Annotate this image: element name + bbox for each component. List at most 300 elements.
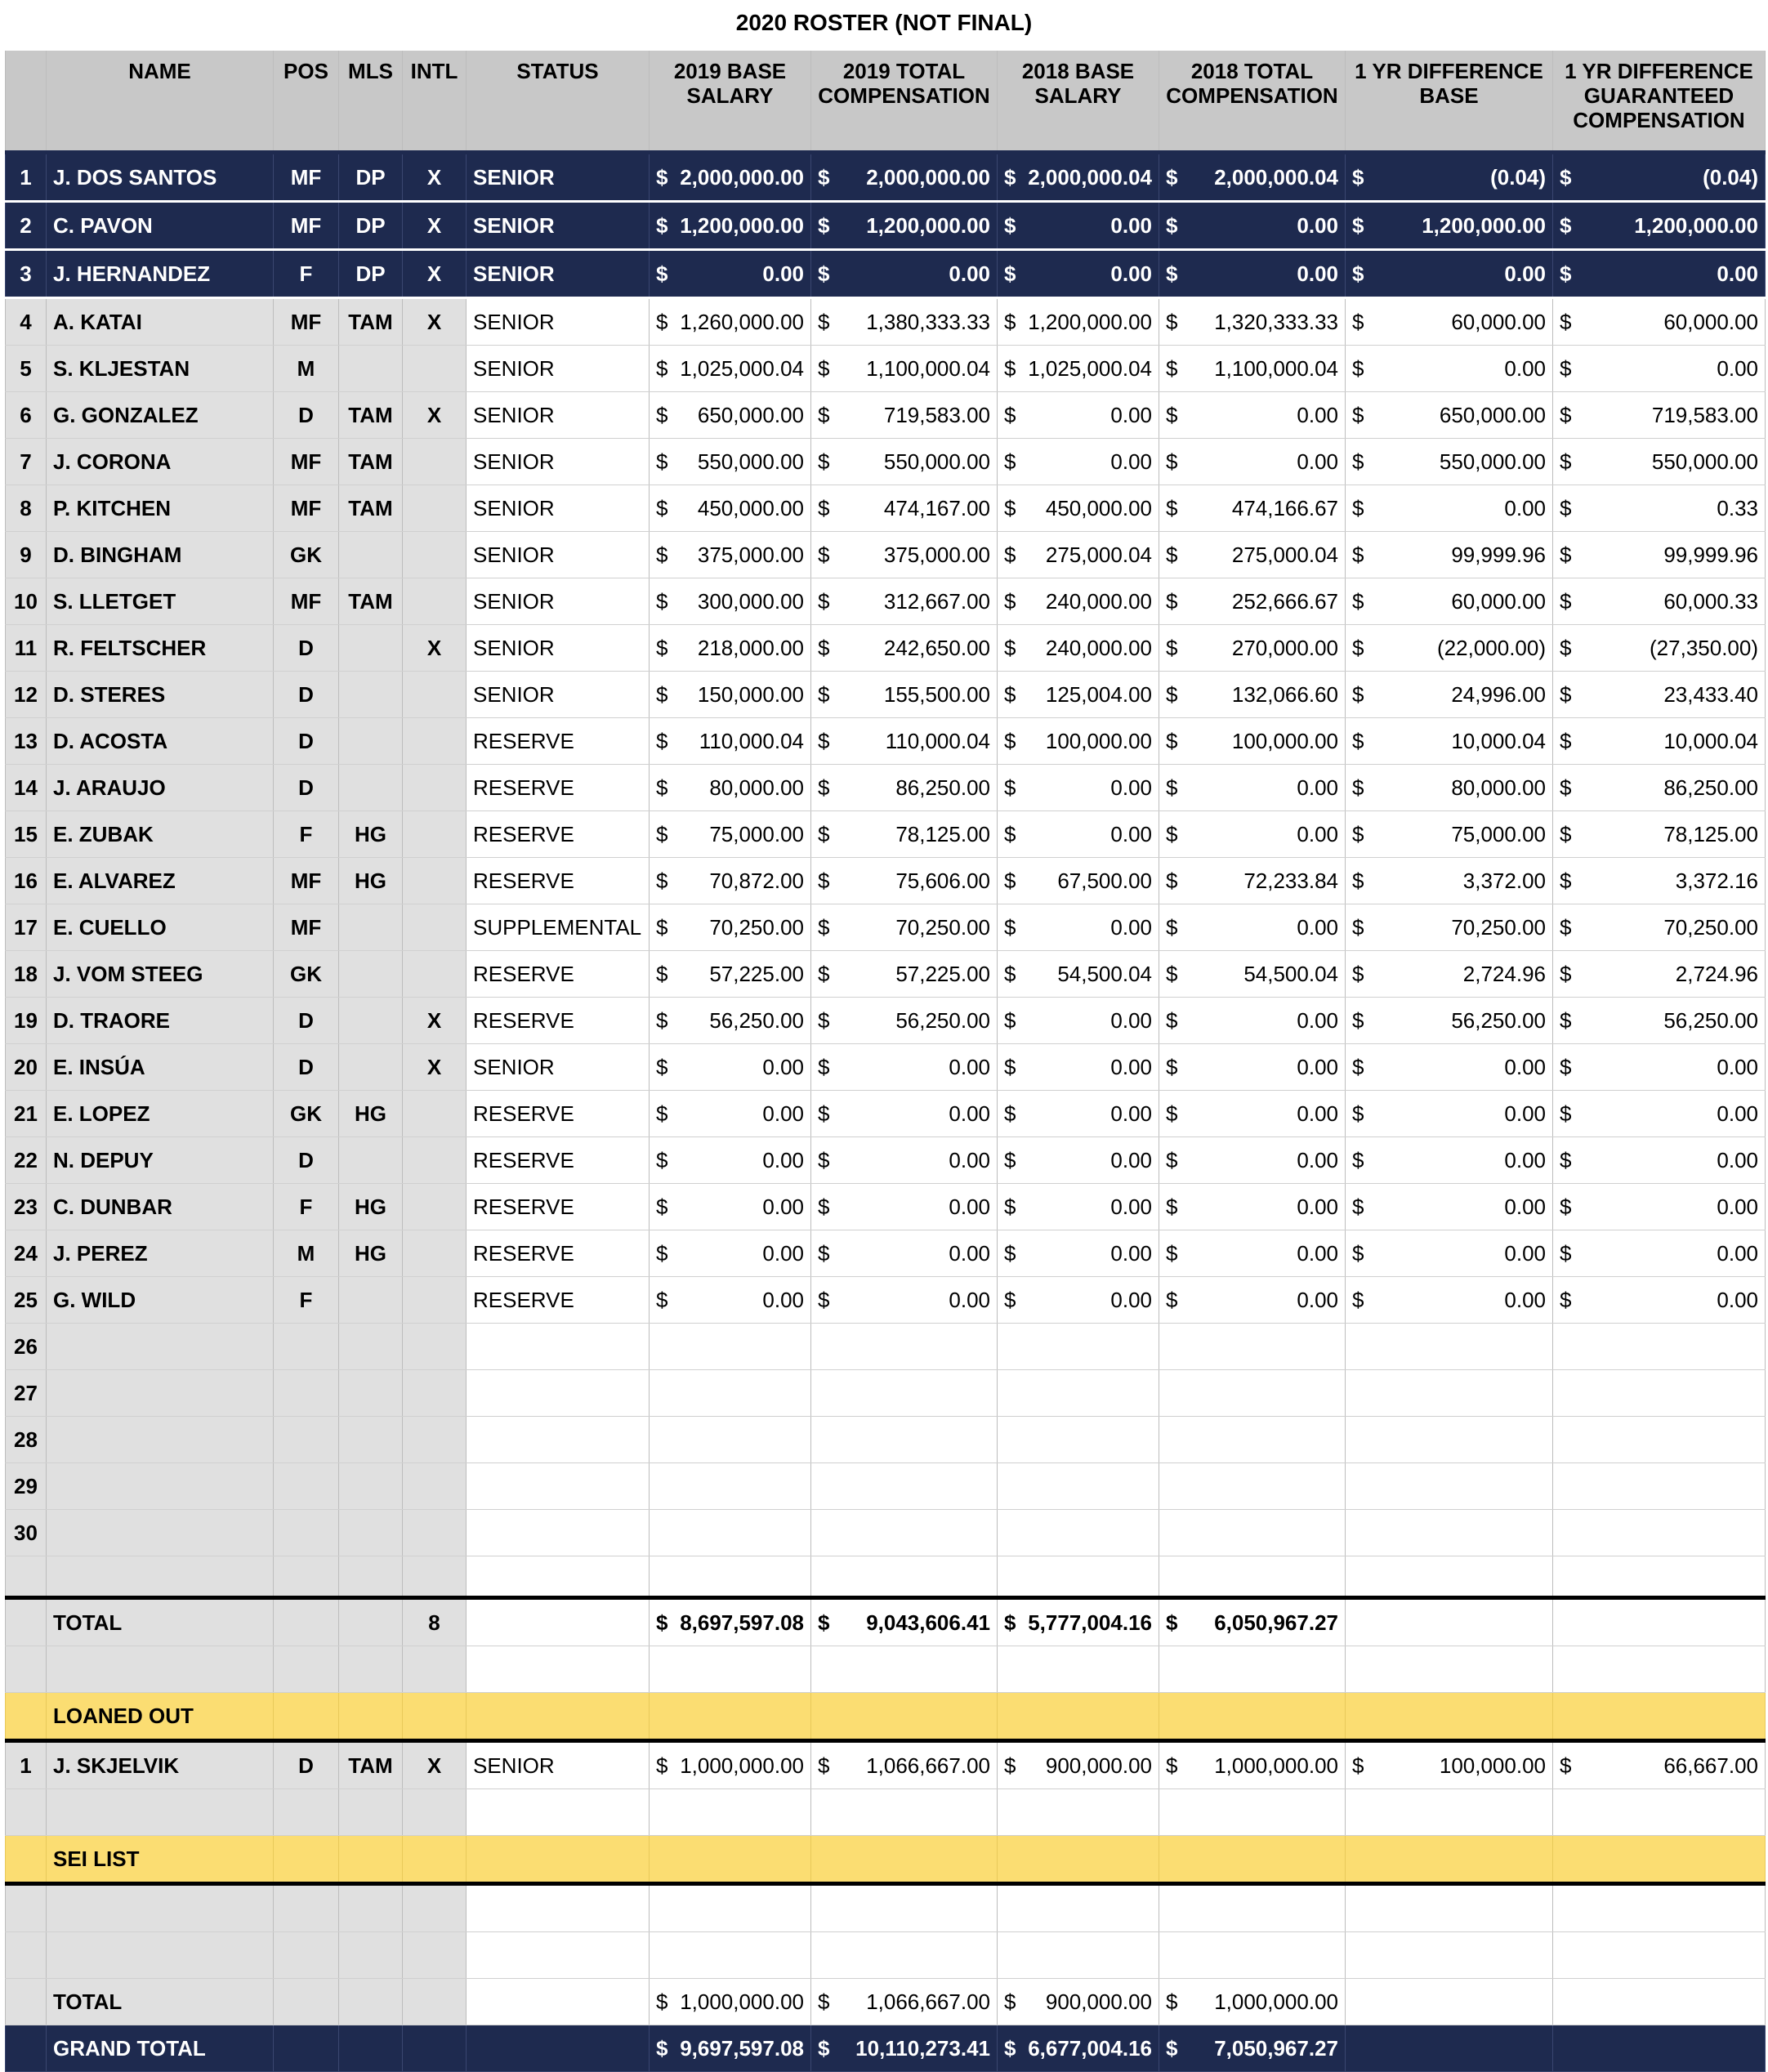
currency-symbol: $ (656, 868, 668, 893)
table-row (6, 718, 1766, 765)
total-comp-2019 (811, 439, 998, 485)
position: MF (274, 858, 339, 904)
table-row (6, 1091, 1766, 1137)
position: M (274, 346, 339, 392)
total-base-2018 (998, 1598, 1159, 1646)
total-comp-2019 (811, 811, 998, 858)
table-row (6, 439, 1766, 485)
mls-designation (339, 1324, 403, 1370)
position: MF (274, 485, 339, 532)
row-number: 27 (6, 1370, 47, 1417)
table-row (6, 1137, 1766, 1184)
position: D (274, 1044, 339, 1091)
mls-designation (339, 346, 403, 392)
amount: 110,000.04 (885, 728, 990, 753)
currency-symbol: $ (656, 681, 668, 707)
roster-status: RESERVE (467, 1277, 650, 1324)
row-number: 5 (6, 346, 47, 392)
position (274, 1324, 339, 1370)
diff-base (1346, 765, 1553, 811)
mls-designation (339, 998, 403, 1044)
international-flag (403, 1137, 467, 1184)
base-salary-2018 (998, 1091, 1159, 1137)
international-flag (403, 1884, 467, 1932)
international-flag (403, 1417, 467, 1463)
mls-designation (339, 1277, 403, 1324)
currency-symbol: $ (1004, 2035, 1016, 2061)
amount: 0.00 (1504, 1054, 1546, 1079)
currency-symbol: $ (1004, 1989, 1016, 2014)
row-number: 9 (6, 532, 47, 578)
base-salary-2019 (650, 1091, 811, 1137)
sei-list-header (6, 1836, 1766, 1884)
roster-status: SENIOR (467, 298, 650, 346)
currency-symbol: $ (1004, 542, 1016, 567)
currency-symbol: $ (818, 542, 830, 567)
empty-cell (1159, 1646, 1346, 1693)
currency-symbol: $ (1166, 495, 1178, 520)
amount: 240,000.00 (1045, 588, 1152, 614)
total-comp-2018 (1159, 672, 1346, 718)
amount: 80,000.00 (1451, 775, 1546, 800)
empty-cell (811, 1884, 998, 1932)
diff-guaranteed (1553, 298, 1766, 346)
amount: 0.00 (949, 1147, 990, 1172)
amount: 1,100,000.04 (866, 355, 990, 381)
currency-symbol: $ (818, 495, 830, 520)
roster-status: RESERVE (467, 811, 650, 858)
empty-cell (1553, 1884, 1766, 1932)
currency-symbol: $ (1352, 212, 1364, 238)
international-count (403, 1979, 467, 2025)
amount: 70,872.00 (709, 868, 804, 893)
empty-cell (274, 1693, 339, 1741)
currency-symbol: $ (656, 914, 668, 940)
empty-cell (1346, 1646, 1553, 1693)
roster-status: SENIOR (467, 532, 650, 578)
column-header: 1 YR DIFFERENCE BASE (1346, 51, 1553, 153)
row-number (6, 1598, 47, 1646)
currency-symbol: $ (1352, 402, 1364, 427)
player-name (47, 1932, 274, 1979)
amount: 3,372.16 (1675, 868, 1758, 893)
empty-cell (1553, 1979, 1766, 2025)
table-row (6, 1230, 1766, 1277)
total-comp-2019 (811, 1277, 998, 1324)
position (274, 1979, 339, 2025)
amount: 0.00 (1297, 1054, 1338, 1079)
empty-cell (1553, 1932, 1766, 1979)
amount: 0.00 (1110, 212, 1152, 238)
amount: 99,999.96 (1663, 542, 1758, 567)
row-number: 19 (6, 998, 47, 1044)
total-comp-2019 (811, 298, 998, 346)
currency-symbol: $ (1166, 821, 1178, 846)
total-comp-2019 (811, 1230, 998, 1277)
position (274, 1417, 339, 1463)
currency-symbol: $ (656, 1194, 668, 1219)
column-header (6, 51, 47, 153)
total-row (6, 1598, 1766, 1646)
column-header: 2019 BASE SALARY (650, 51, 811, 153)
currency-symbol: $ (818, 821, 830, 846)
amount: 1,066,667.00 (866, 1753, 990, 1778)
row-number: 18 (6, 951, 47, 998)
currency-symbol: $ (656, 261, 668, 286)
empty-cell (650, 1884, 811, 1932)
empty-cell (811, 1510, 998, 1556)
mls-designation: TAM (339, 485, 403, 532)
amount: 550,000.00 (697, 449, 804, 474)
roster-status: SENIOR (467, 346, 650, 392)
base-salary-2018 (998, 485, 1159, 532)
amount: 0.00 (762, 1240, 804, 1266)
currency-symbol: $ (1560, 212, 1572, 238)
currency-symbol: $ (1166, 1753, 1178, 1778)
total-comp-2018 (1159, 153, 1346, 202)
empty-cell (467, 1693, 650, 1741)
diff-guaranteed (1553, 1184, 1766, 1230)
roster-status: RESERVE (467, 951, 650, 998)
international-flag: X (403, 298, 467, 346)
total-comp-2018 (1159, 298, 1346, 346)
amount: 1,000,000.00 (680, 1753, 804, 1778)
total-comp-2018 (1159, 578, 1346, 625)
mls-designation (339, 718, 403, 765)
total-comp-2018 (1159, 2025, 1346, 2072)
amount: 1,260,000.00 (680, 309, 804, 334)
amount: 650,000.00 (1439, 402, 1546, 427)
base-salary-2018 (998, 346, 1159, 392)
amount: 0.00 (762, 1054, 804, 1079)
amount: 2,000,000.04 (1028, 164, 1152, 190)
amount: 1,000,000.00 (1214, 1753, 1338, 1778)
empty-cell (650, 1556, 811, 1598)
row-number: 23 (6, 1184, 47, 1230)
mls-designation (339, 1979, 403, 2025)
base-salary-2018 (998, 153, 1159, 202)
currency-symbol: $ (1166, 402, 1178, 427)
amount: 110,000.04 (699, 728, 804, 753)
base-salary-2019 (650, 718, 811, 765)
empty-cell (998, 1693, 1159, 1741)
total-comp-2018 (1159, 202, 1346, 250)
amount: 0.00 (1504, 261, 1546, 286)
amount: 240,000.00 (1045, 635, 1152, 660)
base-salary-2018 (998, 439, 1159, 485)
amount: 474,167.00 (883, 495, 990, 520)
amount: 10,000.04 (1451, 728, 1546, 753)
loaned-out-header (6, 1693, 1766, 1741)
position (274, 1463, 339, 1510)
diff-guaranteed (1553, 1277, 1766, 1324)
empty-cell (650, 1417, 811, 1463)
amount: (22,000.00) (1437, 635, 1546, 660)
player-name: E. ZUBAK (47, 811, 274, 858)
currency-symbol: $ (818, 868, 830, 893)
table-row (6, 578, 1766, 625)
base-salary-2018 (998, 904, 1159, 951)
base-salary-2018 (998, 1137, 1159, 1184)
player-name: E. ALVAREZ (47, 858, 274, 904)
mls-designation (339, 951, 403, 998)
international-flag (403, 346, 467, 392)
currency-symbol: $ (1166, 1989, 1178, 2014)
roster-status: RESERVE (467, 1184, 650, 1230)
player-name: J. SKJELVIK (47, 1741, 274, 1789)
currency-symbol: $ (1560, 775, 1572, 800)
currency-symbol: $ (818, 355, 830, 381)
amount: 0.00 (762, 261, 804, 286)
empty-cell (467, 1510, 650, 1556)
empty-cell (1346, 1693, 1553, 1741)
mls-designation (339, 672, 403, 718)
amount: 57,225.00 (709, 961, 804, 986)
mls-designation (339, 1510, 403, 1556)
empty-cell (1553, 1646, 1766, 1693)
player-name: J. CORONA (47, 439, 274, 485)
column-header: STATUS (467, 51, 650, 153)
currency-symbol: $ (818, 2035, 830, 2061)
international-flag (403, 1789, 467, 1836)
mls-designation (339, 2025, 403, 2072)
currency-symbol: $ (1004, 821, 1016, 846)
total-comp-2018 (1159, 858, 1346, 904)
amount: 57,225.00 (895, 961, 990, 986)
roster-status: SENIOR (467, 202, 650, 250)
total-comp-2019 (811, 532, 998, 578)
position: MF (274, 439, 339, 485)
total-comp-2019 (811, 718, 998, 765)
amount: 2,000,000.00 (866, 164, 990, 190)
amount: 54,500.04 (1243, 961, 1338, 986)
currency-symbol: $ (656, 821, 668, 846)
currency-symbol: $ (1166, 914, 1178, 940)
roster-status (467, 2025, 650, 2072)
total-base-2019 (650, 1979, 811, 2025)
table-row (6, 1184, 1766, 1230)
mls-designation (339, 1463, 403, 1510)
currency-symbol: $ (1166, 1007, 1178, 1033)
currency-symbol: $ (656, 542, 668, 567)
currency-symbol: $ (818, 681, 830, 707)
empty-row (6, 1417, 1766, 1463)
international-flag (403, 1510, 467, 1556)
total-comp-2019 (811, 346, 998, 392)
base-salary-2019 (650, 346, 811, 392)
total-comp-2018 (1159, 1044, 1346, 1091)
currency-symbol: $ (656, 402, 668, 427)
roster-status: SENIOR (467, 392, 650, 439)
base-salary-2019 (650, 1277, 811, 1324)
amount: 375,000.00 (883, 542, 990, 567)
amount: 0.00 (1504, 1240, 1546, 1266)
row-number (6, 1646, 47, 1693)
amount: 1,100,000.04 (1214, 355, 1338, 381)
total-comp-2018 (1159, 392, 1346, 439)
position: F (274, 1184, 339, 1230)
empty-cell (1346, 1556, 1553, 1598)
player-name: J. DOS SANTOS (47, 153, 274, 202)
row-number (6, 1884, 47, 1932)
amount: 56,250.00 (1663, 1007, 1758, 1033)
amount: 0.00 (1110, 261, 1152, 286)
base-salary-2019 (650, 153, 811, 202)
currency-symbol: $ (1560, 681, 1572, 707)
base-salary-2019 (650, 1184, 811, 1230)
total-comp-2019 (811, 625, 998, 672)
amount: 0.00 (1110, 1054, 1152, 1079)
currency-symbol: $ (1352, 1240, 1364, 1266)
currency-symbol: $ (818, 1007, 830, 1033)
currency-symbol: $ (818, 1054, 830, 1079)
position: F (274, 811, 339, 858)
empty-row (6, 1370, 1766, 1417)
diff-base (1346, 392, 1553, 439)
empty-cell (650, 1932, 811, 1979)
mls-designation: TAM (339, 392, 403, 439)
currency-symbol: $ (656, 1989, 668, 2014)
amount: 550,000.00 (1651, 449, 1758, 474)
currency-symbol: $ (818, 1610, 830, 1635)
international-flag (403, 1277, 467, 1324)
base-salary-2019 (650, 904, 811, 951)
amount: 0.00 (1110, 1101, 1152, 1126)
currency-symbol: $ (818, 449, 830, 474)
international-count: 8 (403, 1598, 467, 1646)
empty-cell (1159, 1789, 1346, 1836)
roster-status: SENIOR (467, 625, 650, 672)
empty-cell (467, 1884, 650, 1932)
base-salary-2019 (650, 951, 811, 998)
empty-cell (1346, 1324, 1553, 1370)
empty-cell (1553, 1370, 1766, 1417)
amount: 0.00 (762, 1287, 804, 1312)
currency-symbol: $ (1352, 681, 1364, 707)
total-comp-2018 (1159, 625, 1346, 672)
total-label: GRAND TOTAL (47, 2025, 274, 2072)
amount: 0.00 (1110, 1147, 1152, 1172)
player-name: E. LOPEZ (47, 1091, 274, 1137)
section-label: LOANED OUT (47, 1693, 274, 1741)
position (274, 1789, 339, 1836)
diff-guaranteed (1553, 765, 1766, 811)
currency-symbol: $ (1166, 449, 1178, 474)
currency-symbol: $ (1166, 212, 1178, 238)
amount: 0.00 (1297, 914, 1338, 940)
amount: 1,200,000.00 (1028, 309, 1152, 334)
amount: 0.00 (1297, 1240, 1338, 1266)
amount: 252,666.67 (1231, 588, 1338, 614)
table-row (6, 346, 1766, 392)
currency-symbol: $ (656, 449, 668, 474)
diff-guaranteed (1553, 625, 1766, 672)
amount: 1,200,000.00 (680, 212, 804, 238)
amount: 0.00 (1504, 355, 1546, 381)
position (274, 1884, 339, 1932)
player-name: D. BINGHAM (47, 532, 274, 578)
roster-status: SUPPLEMENTAL (467, 904, 650, 951)
currency-symbol: $ (1352, 1194, 1364, 1219)
currency-symbol: $ (656, 1054, 668, 1079)
currency-symbol: $ (656, 1287, 668, 1312)
total-comp-2018 (1159, 1741, 1346, 1789)
international-flag: X (403, 392, 467, 439)
currency-symbol: $ (818, 261, 830, 286)
mls-designation: DP (339, 153, 403, 202)
empty-cell (1553, 1789, 1766, 1836)
currency-symbol: $ (818, 402, 830, 427)
currency-symbol: $ (1352, 495, 1364, 520)
total-comp-2018 (1159, 1598, 1346, 1646)
position: MF (274, 202, 339, 250)
total-comp-2018 (1159, 346, 1346, 392)
empty-cell (1346, 1932, 1553, 1979)
amount: 1,000,000.00 (680, 1989, 804, 2014)
total-comp-2019 (811, 392, 998, 439)
currency-symbol: $ (656, 309, 668, 334)
amount: 0.00 (1504, 1147, 1546, 1172)
total-comp-2018 (1159, 765, 1346, 811)
diff-base (1346, 202, 1553, 250)
row-number: 1 (6, 153, 47, 202)
diff-base (1346, 625, 1553, 672)
amount: 60,000.00 (1451, 309, 1546, 334)
row-number: 11 (6, 625, 47, 672)
player-name (47, 1884, 274, 1932)
diff-base (1346, 951, 1553, 998)
player-name: J. VOM STEEG (47, 951, 274, 998)
diff-guaranteed (1553, 672, 1766, 718)
total-comp-2018 (1159, 1091, 1346, 1137)
amount: (0.04) (1490, 164, 1546, 190)
international-flag: X (403, 1044, 467, 1091)
empty-cell (467, 1463, 650, 1510)
mls-designation: DP (339, 250, 403, 298)
currency-symbol: $ (1560, 449, 1572, 474)
amount: 1,025,000.04 (1028, 355, 1152, 381)
diff-base (1346, 672, 1553, 718)
amount: 0.00 (1504, 1287, 1546, 1312)
base-salary-2018 (998, 1230, 1159, 1277)
diff-guaranteed (1553, 811, 1766, 858)
amount: 270,000.00 (1231, 635, 1338, 660)
total-comp-2019 (811, 578, 998, 625)
amount: 67,500.00 (1057, 868, 1152, 893)
base-salary-2018 (998, 998, 1159, 1044)
position: GK (274, 1091, 339, 1137)
currency-symbol: $ (1560, 588, 1572, 614)
currency-symbol: $ (656, 1007, 668, 1033)
row-number: 30 (6, 1510, 47, 1556)
currency-symbol: $ (1004, 775, 1016, 800)
total-comp-2019 (811, 202, 998, 250)
total-comp-2018 (1159, 1277, 1346, 1324)
amount: 0.00 (1297, 449, 1338, 474)
position (274, 1598, 339, 1646)
currency-symbol: $ (1004, 164, 1016, 190)
mls-designation: DP (339, 202, 403, 250)
diff-guaranteed (1553, 1741, 1766, 1789)
total-comp-2019 (811, 485, 998, 532)
player-name (47, 1556, 274, 1598)
empty-cell (998, 1556, 1159, 1598)
amount: 450,000.00 (1045, 495, 1152, 520)
total-comp-2019 (811, 1044, 998, 1091)
international-flag (403, 718, 467, 765)
section-label: SEI LIST (47, 1836, 274, 1884)
player-name: D. ACOSTA (47, 718, 274, 765)
